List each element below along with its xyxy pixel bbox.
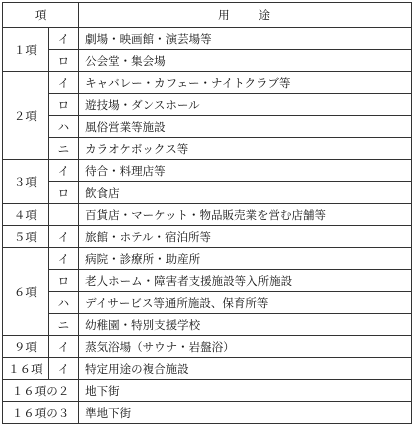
subcategory-cell: イ <box>48 336 78 358</box>
category-cell: ２項 <box>3 72 49 160</box>
category-cell: ３項 <box>3 160 49 204</box>
table-row <box>3 380 412 402</box>
subcategory-cell: イ <box>48 160 78 182</box>
use-classification-table <box>2 2 412 424</box>
table-row <box>3 138 412 160</box>
category-cell: ６項 <box>3 248 49 336</box>
use-description-cell: 幼稚園・特別支援学校 <box>79 314 412 336</box>
table-row <box>3 292 412 314</box>
table-row <box>3 402 412 424</box>
use-description-cell: 百貨店・マーケット・物品販売業を営む店舗等 <box>79 204 412 226</box>
category-cell: １項 <box>3 28 49 72</box>
use-description-cell: 劇場・映画館・演芸場等 <box>79 28 412 50</box>
category-cell: ９項 <box>3 336 49 358</box>
subcategory-cell: イ <box>48 72 78 94</box>
subcategory-cell <box>48 204 78 226</box>
table-row <box>3 248 412 270</box>
use-table-wrapper <box>2 2 412 424</box>
use-description-cell: 病院・診療所・助産所 <box>79 248 412 270</box>
use-description-cell: 地下街 <box>79 380 412 402</box>
subcategory-cell: ハ <box>48 116 78 138</box>
table-row <box>3 182 412 204</box>
subcategory-cell: イ <box>48 28 78 50</box>
table-row <box>3 94 412 116</box>
use-description-cell: デイサービス等通所施設、保育所等 <box>79 292 412 314</box>
use-description-cell: 準地下街 <box>79 402 412 424</box>
table-row <box>3 336 412 358</box>
subcategory-cell: イ <box>48 358 78 380</box>
table-body <box>3 28 412 424</box>
subcategory-cell: ニ <box>48 314 78 336</box>
table-row <box>3 116 412 138</box>
category-cell: １６項の２ <box>3 380 79 402</box>
subcategory-cell: ロ <box>48 182 78 204</box>
table-row <box>3 358 412 380</box>
use-description-cell: 風俗営業等施設 <box>79 116 412 138</box>
category-cell: ４項 <box>3 204 49 226</box>
subcategory-cell: ロ <box>48 50 78 72</box>
table-row <box>3 28 412 50</box>
table-row <box>3 160 412 182</box>
table-row <box>3 50 412 72</box>
use-description-cell: 飲食店 <box>79 182 412 204</box>
table-row <box>3 72 412 94</box>
subcategory-cell: イ <box>48 248 78 270</box>
subcategory-cell: イ <box>48 226 78 248</box>
subcategory-cell: ロ <box>48 270 78 292</box>
use-description-cell: 特定用途の複合施設 <box>79 358 412 380</box>
header-use: 用 途 <box>79 3 412 28</box>
use-description-cell: 旅館・ホテル・宿泊所等 <box>79 226 412 248</box>
use-description-cell: 遊技場・ダンスホール <box>79 94 412 116</box>
category-cell: １６項の３ <box>3 402 79 424</box>
use-description-cell: キャバレー・カフェー・ナイトクラブ等 <box>79 72 412 94</box>
subcategory-cell: ハ <box>48 292 78 314</box>
table-row <box>3 314 412 336</box>
table-header-row <box>3 3 412 28</box>
table-row <box>3 226 412 248</box>
use-description-cell: 蒸気浴場（サウナ・岩盤浴） <box>79 336 412 358</box>
use-description-cell: 老人ホーム・障害者支援施設等入所施設 <box>79 270 412 292</box>
subcategory-cell: ニ <box>48 138 78 160</box>
use-description-cell: 公会堂・集会場 <box>79 50 412 72</box>
use-description-cell: 待合・料理店等 <box>79 160 412 182</box>
table-row <box>3 204 412 226</box>
category-cell: １６項 <box>3 358 49 380</box>
subcategory-cell: ロ <box>48 94 78 116</box>
category-cell: ５項 <box>3 226 49 248</box>
table-row <box>3 270 412 292</box>
use-description-cell: カラオケボックス等 <box>79 138 412 160</box>
header-category: 項 <box>3 3 79 28</box>
